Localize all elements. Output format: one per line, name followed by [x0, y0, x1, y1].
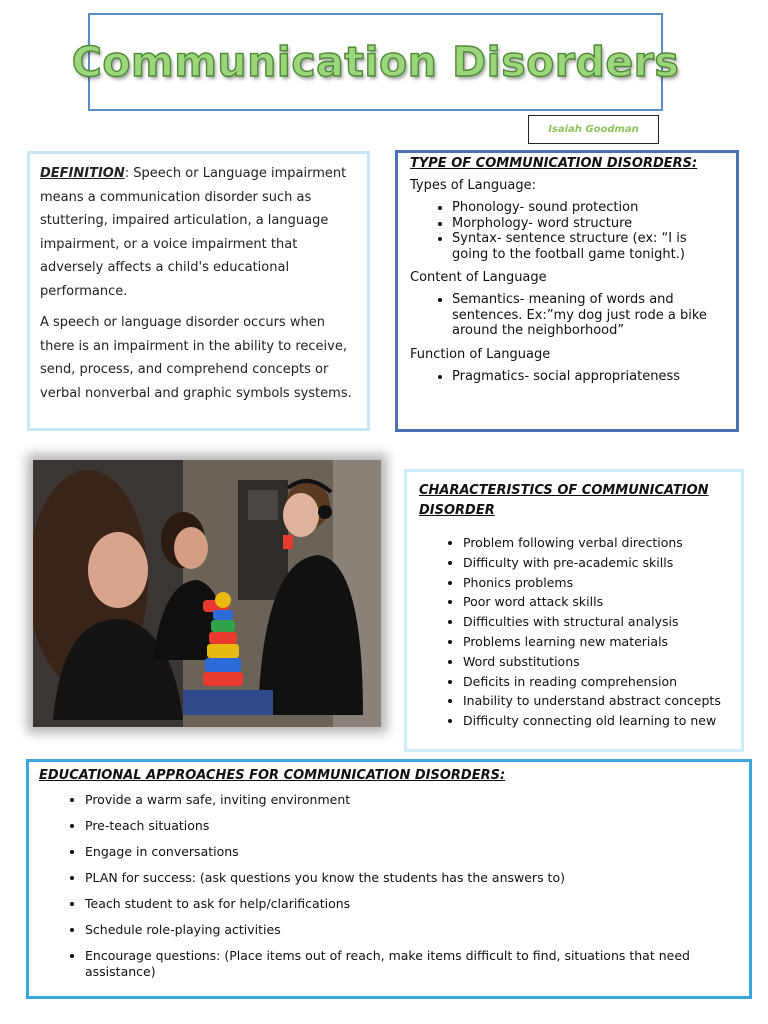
- list-item: • Engage in conversations: [85, 844, 739, 860]
- list-item: • Encourage questions: (Place items out of reach, make items difficult to find, situations that need assistance): [85, 948, 739, 980]
- list-item: • Morphology- word structure: [452, 216, 726, 232]
- types-list: [408, 200, 726, 262]
- definition-label: DEFINITION: [40, 166, 125, 181]
- list-item: • Problems learning new materials: [463, 632, 731, 652]
- definition-paragraph-2: A speech or language disorder occurs when there is an impairment in the ability to receive, send, process, and comprehend concepts or verbal nonverbal and graphic symbols systems.: [40, 315, 352, 401]
- list-item: • Difficulties with structural analysis: [463, 612, 731, 632]
- list-item: • Pragmatics- social appropriateness: [452, 369, 726, 385]
- types-section-title: Types of Language:: [410, 178, 536, 193]
- list-item: • Teach student to ask for help/clarifications: [85, 896, 739, 912]
- therapy-photo: [33, 460, 381, 727]
- definition-text: : Speech or Language impairment means a communication disorder such as stuttering, impaired articulation, a language impairment, or a voice impairment that adversely affects a child's educational performance.: [40, 166, 347, 299]
- author-name: Isaiah Goodman: [548, 124, 639, 135]
- therapy-photo-illustration: [33, 460, 381, 727]
- author-box: [528, 115, 659, 144]
- list-item: • Deficits in reading comprehension: [463, 672, 731, 692]
- types-box: [395, 150, 739, 432]
- function-section-title: Function of Language: [410, 346, 551, 362]
- list-item: • Inability to understand abstract concepts: [463, 691, 731, 711]
- list-item: • Provide a warm safe, inviting environment: [85, 792, 739, 808]
- title-box: [71, 13, 680, 111]
- list-item: • Phonics problems: [463, 573, 731, 593]
- list-item: • Problem following verbal directions: [463, 533, 731, 553]
- characteristics-box: [404, 469, 744, 752]
- page-title: Communication Disorders: [71, 38, 680, 86]
- function-list: [408, 369, 726, 385]
- approaches-heading: EDUCATIONAL APPROACHES FOR COMMUNICATION DISORDERS:: [39, 768, 506, 783]
- list-item: • Schedule role-playing activities: [85, 922, 739, 938]
- list-item: • Word substitutions: [463, 652, 731, 672]
- types-heading: TYPE OF COMMUNICATION DISORDERS:: [410, 156, 698, 171]
- list-item: • Syntax- sentence structure (ex: “I is going to the football game tonight.): [452, 231, 726, 262]
- content-section-title: Content of Language: [410, 270, 547, 285]
- approaches-list: [39, 792, 739, 980]
- definition-box: [27, 151, 370, 431]
- list-item: • PLAN for success: (ask questions you know the students has the answers to): [85, 870, 739, 886]
- list-item: • Difficulty connecting old learning to new: [463, 711, 731, 731]
- approaches-box: [26, 759, 752, 999]
- characteristics-heading: CHARACTERISTICS OF COMMUNICATION DISORDER: [419, 483, 709, 518]
- list-item: • Semantics- meaning of words and sentences. Ex:”my dog just rode a bike around the neighborhood”: [452, 292, 726, 339]
- definition-paragraph: [40, 162, 357, 303]
- characteristics-list: [419, 533, 731, 731]
- list-item: • Phonology- sound protection: [452, 200, 726, 216]
- content-list: [408, 292, 726, 339]
- list-item: • Difficulty with pre-academic skills: [463, 553, 731, 573]
- list-item: • Poor word attack skills: [463, 592, 731, 612]
- list-item: • Pre-teach situations: [85, 818, 739, 834]
